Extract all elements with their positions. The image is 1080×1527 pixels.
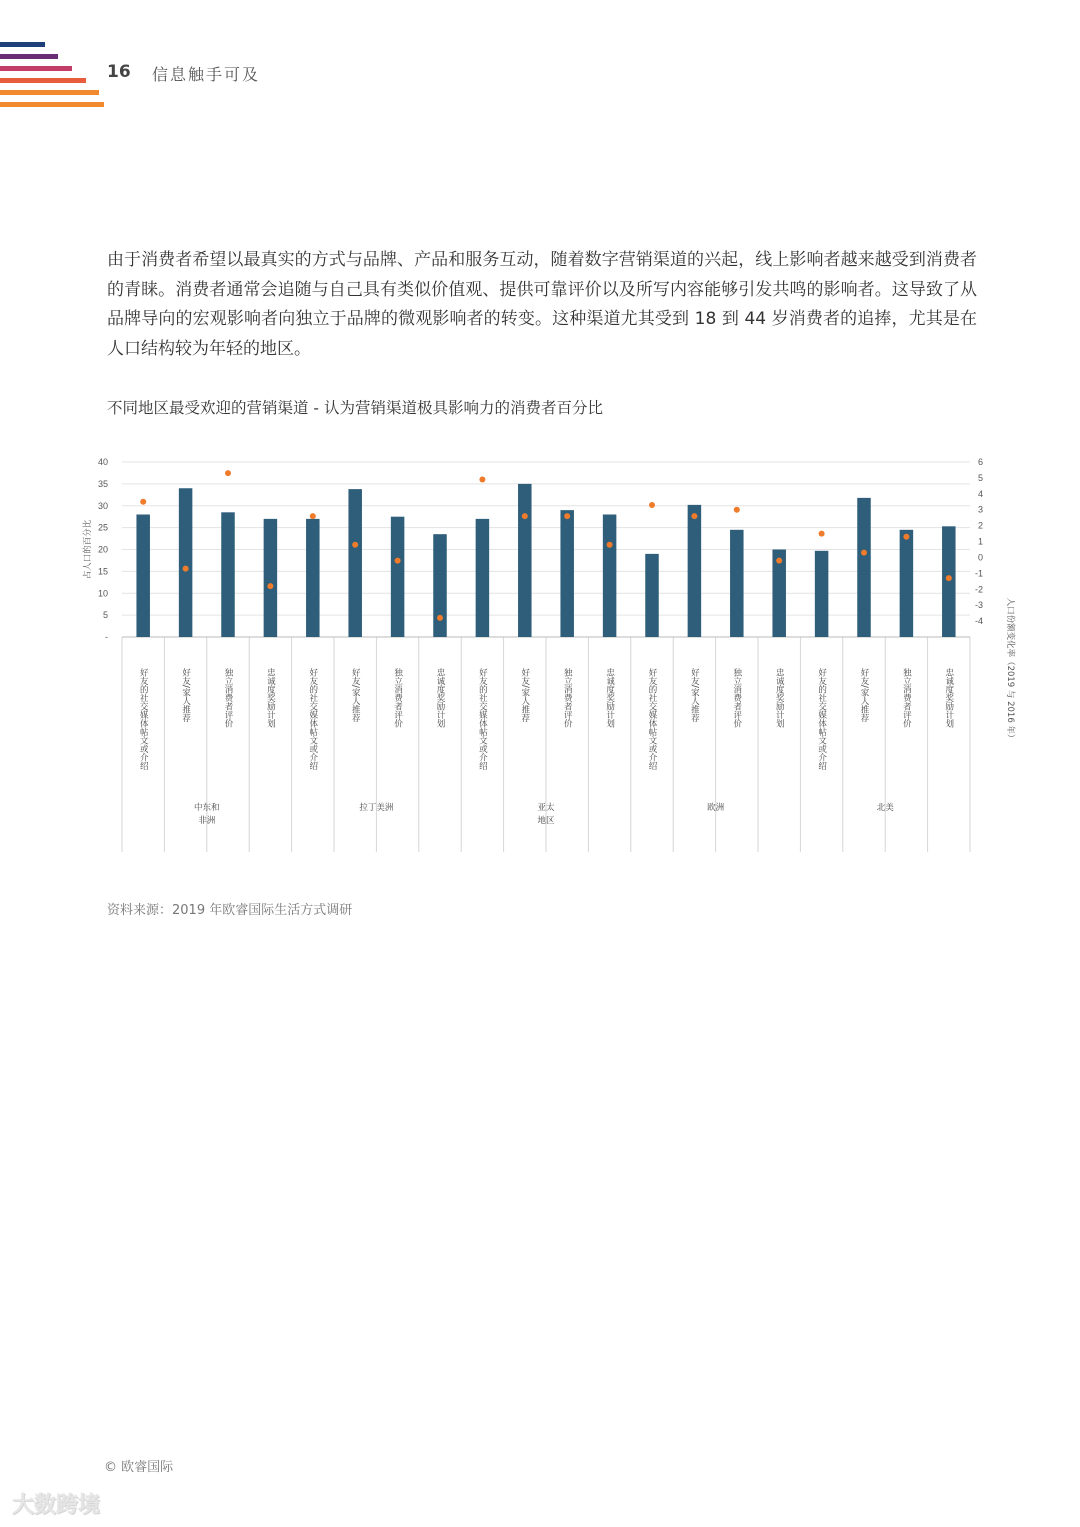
bar [645,554,659,637]
right-tick-label: 6 [977,457,983,467]
bar [179,488,193,637]
right-tick-label: 2 [977,520,983,531]
header-title: 信息触手可及 [152,65,261,84]
chart-title: 不同地区最受欢迎的营销渠道 - 认为营销渠道极具影响力的消费者百分比 [107,399,603,417]
category-label: 独立消费者评价 [562,668,573,728]
bar [136,515,150,638]
category-label: 忠诚度奖励计划 [435,668,445,728]
category-label: 忠诚度奖励计划 [604,668,615,728]
right-tick-label: -1 [974,568,983,579]
bar [221,512,235,637]
dot [607,542,613,548]
dot [564,513,570,519]
bar [603,515,617,638]
category-label: 独立消费者评价 [901,668,912,728]
category-label: 好友/家人推荐 [859,668,869,722]
dot [861,550,867,556]
category-label: 好友/家人推荐 [689,668,700,722]
left-tick-label: 25 [97,522,108,533]
dot [734,507,740,513]
header-stripe-1 [0,42,45,47]
dot [140,499,146,505]
dot [437,615,443,621]
left-tick-label: 20 [97,544,108,555]
dot [352,542,358,548]
right-tick-label: -3 [974,600,983,611]
category-label: 好友/家人推荐 [519,668,530,722]
category-label: 好友/家人推荐 [350,668,361,722]
bar [348,489,362,637]
dot [267,583,273,589]
region-label [359,802,393,813]
bar [688,505,702,637]
left-tick-label: 5 [102,610,108,621]
region-label-line: 亚太 [537,803,555,813]
right-tick-label: 5 [977,472,983,483]
bar [560,510,574,637]
bar [264,519,278,637]
category-label: 忠诚度奖励计划 [265,668,276,728]
left-tick-label: 15 [97,566,108,577]
dot [183,566,189,572]
left-tick-label: 35 [97,478,108,489]
right-tick-label: 3 [977,504,983,515]
dot [691,513,697,519]
left-tick-label: - [105,632,108,642]
category-label: 好友/家人推荐 [180,668,191,722]
right-axis-title: 人口份额变化率（2019 与 2016 年） [1005,597,1015,743]
dot [479,477,485,483]
watermark: 大数跨境 [12,1493,101,1518]
right-tick-label: -2 [974,584,983,595]
dot [310,513,316,519]
right-tick-label: -4 [974,616,983,627]
bar [476,519,490,637]
region-label-line: 北美 [876,803,894,813]
dot [522,513,528,519]
bar [730,530,744,637]
dot [903,534,909,540]
bar [857,498,871,637]
right-tick-label: 1 [977,536,983,547]
left-tick-label: 30 [97,500,108,511]
region-label [707,802,724,813]
header-stripe-5 [0,90,99,95]
dot [395,558,401,564]
region-label-line: 非洲 [198,816,216,826]
page-number: 16 [107,62,131,82]
dot [225,470,231,476]
intro-paragraph: 由于消费者希望以最真实的方式与品牌、产品和服务互动，随着数字营销渠道的兴起，线上影响者越来越受到消费者的青睐。消费者通常会追随与自己具有类似价值观、提供可靠评价以及所写内容能够引发共鸣的影响者。这导致了从品牌导向的宏观影响者向独立于品牌的微观影响者的转变。这种渠道尤其受到 18 到 44 岁消费者的追捧，尤其是在人口结构较为年轻的地区。 [107,250,977,359]
dot [946,575,952,581]
header-stripe-4 [0,78,86,83]
category-label: 好友的社交媒体帖文或介绍 [138,668,149,770]
left-tick-label: 10 [97,588,108,599]
region-label [877,802,895,813]
category-label: 独立消费者评价 [731,668,742,728]
region-label-line: 地区 [537,816,555,826]
region-label-line: 中东和 [194,803,220,813]
header-stripe-6 [0,102,104,107]
header-stripe-3 [0,66,72,71]
right-tick-label: 4 [977,488,983,499]
bar [900,530,914,637]
bar [942,526,956,637]
bar [815,551,829,637]
marketing-channel-chart [80,440,1020,860]
left-tick-label: 40 [97,457,108,467]
right-tick-label: 0 [977,552,983,563]
dot [649,502,655,508]
region-label-line: 拉丁美洲 [359,803,394,813]
dot [819,531,825,537]
category-label: 好友的社交媒体帖文或介绍 [477,668,488,770]
source-note: 资料来源：2019 年欧睿国际生活方式调研 [107,903,353,918]
category-label: 忠诚度奖励计划 [774,668,785,728]
left-axis-title: 占人口的百分比 [83,519,93,580]
category-label: 忠诚度奖励计划 [943,668,954,728]
category-label: 好友的社交媒体帖文或介绍 [816,668,827,770]
bar [433,534,447,637]
dot [776,558,782,564]
category-label: 好友的社交媒体帖文或介绍 [307,668,318,770]
category-label: 好友的社交媒体帖文或介绍 [647,668,657,770]
category-label: 独立消费者评价 [223,668,233,728]
header-stripe-2 [0,54,58,59]
bar [391,517,405,637]
bar [306,519,320,637]
bar [518,484,532,637]
region-label-line: 欧洲 [707,803,725,813]
category-label: 独立消费者评价 [392,668,403,728]
copyright: © 欧睿国际 [104,1460,174,1475]
